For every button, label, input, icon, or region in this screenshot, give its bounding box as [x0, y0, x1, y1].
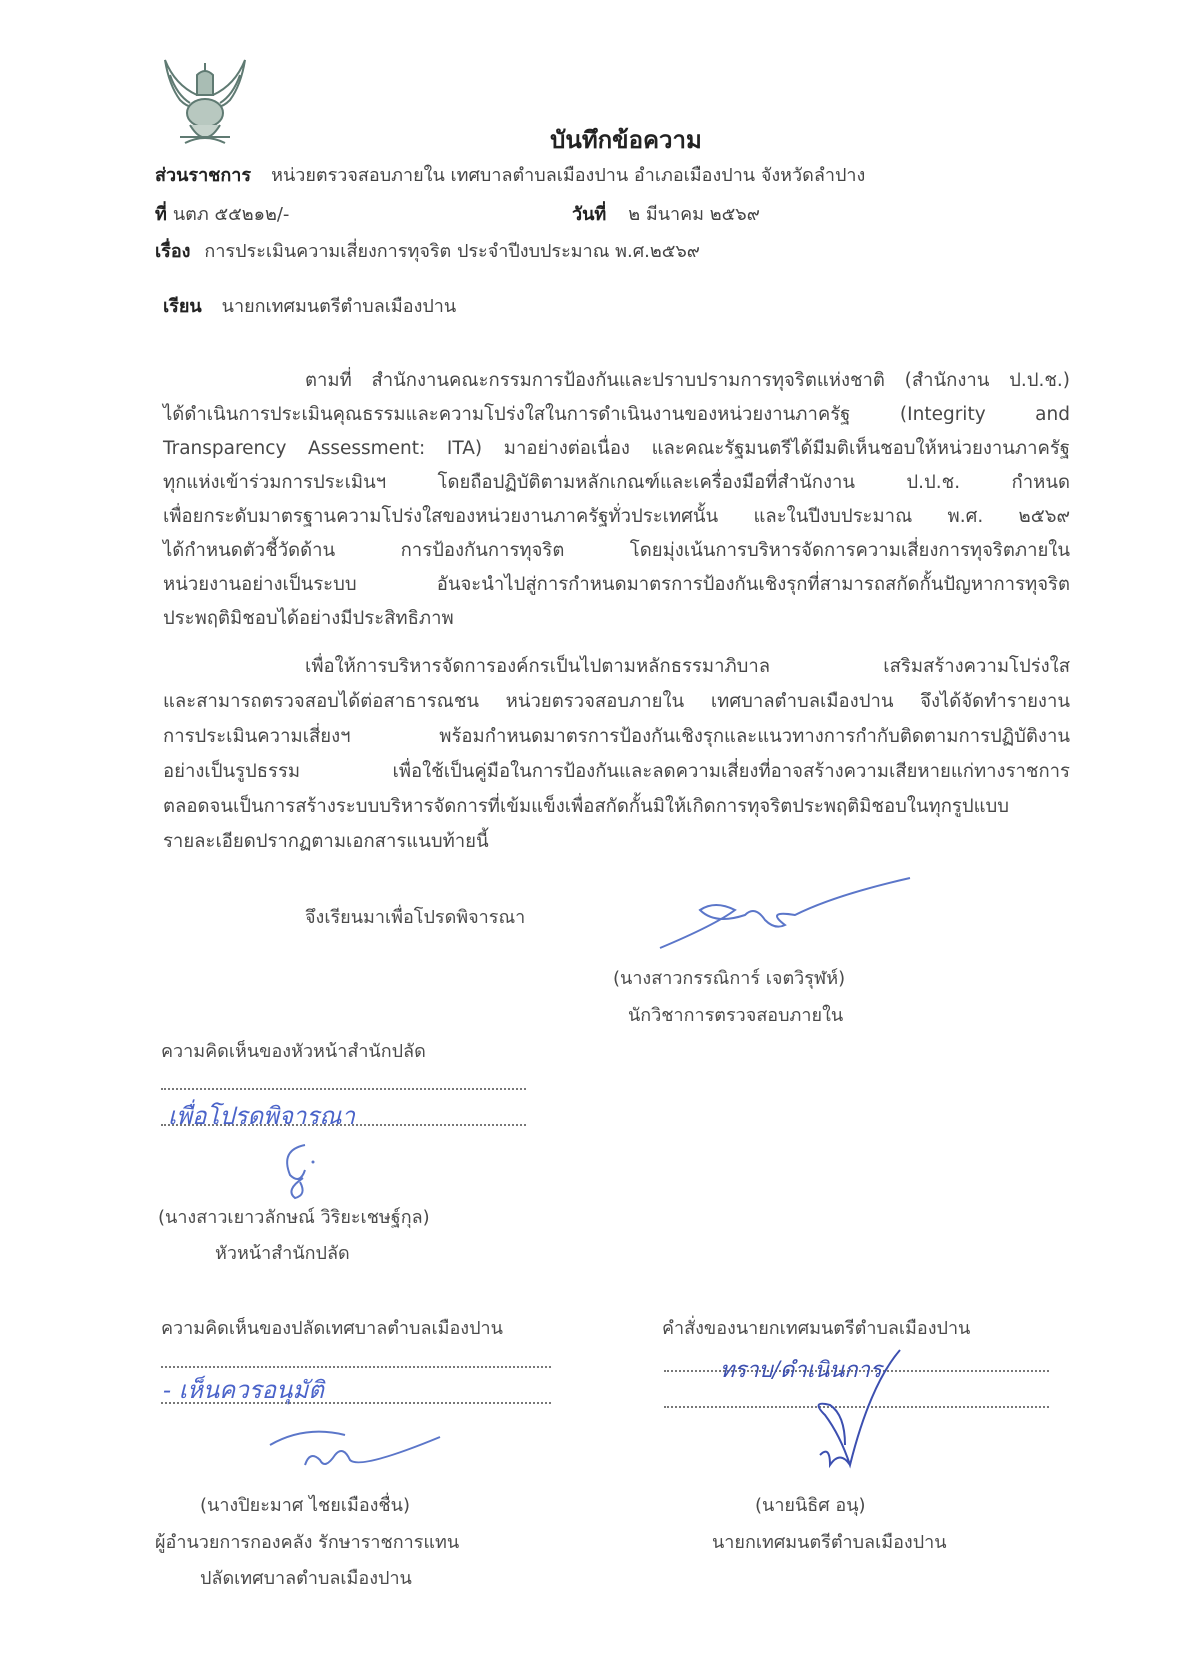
- comment-dotted-line: [161, 1088, 526, 1090]
- mayor-order-heading: คำสั่งของนายกเทศมนตรีตำบลเมืองปาน: [662, 1318, 971, 1339]
- body-line: Transparency Assessment: ITA) มาอย่างต่อเนื่อง และคณะรัฐมนตรีได้มีมติเห็นชอบให้หน่วยงานภาครัฐ: [163, 438, 1070, 459]
- ref-label: ที่: [155, 204, 167, 225]
- to-label: เรียน: [163, 296, 202, 317]
- body-line: ได้ดำเนินการประเมินคุณธรรมและความโปร่งใสในการดำเนินงานของหน่วยงานภาครัฐ (Integrity and: [163, 404, 1070, 425]
- body-line: และสามารถตรวจสอบได้ต่อสาธารณชน หน่วยตรวจสอบภายใน เทศบาลตำบลเมืองปาน จึงได้จัดทำรายงาน: [163, 691, 1070, 712]
- body-line: อย่างเป็นรูปธรรม เพื่อใช้เป็นคู่มือในการป้องกันและลดความเสี่ยงที่อาจสร้างความเสียหายแก่ทางราชการ: [163, 761, 1070, 782]
- ref-line: [155, 199, 289, 228]
- subject-value: การประเมินความเสี่ยงการทุจริต ประจำปีงบประมาณ พ.ศ.๒๕๖๙: [204, 241, 700, 262]
- signature-icon: [275, 1140, 325, 1204]
- subject-label: เรื่อง: [155, 241, 191, 262]
- mayor-name: (นายนิธิศ อนุ): [755, 1495, 866, 1516]
- head-office-position: หัวหน้าสำนักปลัด: [215, 1243, 350, 1264]
- body-line: เพื่อยกระดับมาตรฐานความโปร่งใสของหน่วยงานภาครัฐทั่วประเทศนั้น และในปีงบประมาณ พ.ศ. ๒๕๖๙: [163, 506, 1070, 527]
- body-line: เพื่อให้การบริหารจัดการองค์กรเป็นไปตามหลักธรรมาภิบาล เสริมสร้างความโปร่งใส: [305, 656, 1070, 677]
- comment-dotted-line: [161, 1402, 551, 1404]
- ref-value: นตภ ๕๕๒๑๒/-: [172, 204, 290, 225]
- head-office-name: (นางสาวเยาวลักษณ์ วิริยะเชษฐ์กุล): [158, 1207, 430, 1228]
- memo-title: บันทึกข้อความ: [550, 126, 702, 154]
- mayor-position: นายกเทศมนตรีตำบลเมืองปาน: [712, 1532, 947, 1553]
- deputy-position-line1: ผู้อำนวยการกองคลัง รักษาราชการแทน: [155, 1532, 460, 1553]
- agency-value: หน่วยตรวจสอบภายใน เทศบาลตำบลเมืองปาน อำเภอเมืองปาน จังหวัดลำปาง: [271, 165, 866, 186]
- body-line: ตามที่ สำนักงานคณะกรรมการป้องกันและปราบปรามการทุจริตแห่งชาติ (สำนักงาน ป.ป.ช.): [305, 370, 1070, 391]
- agency-label: ส่วนราชการ: [155, 165, 252, 186]
- signer-name: (นางสาวกรรณิการ์ เจตวิรุฬห์): [613, 968, 846, 989]
- closing-text: จึงเรียนมาเพื่อโปรดพิจารณา: [305, 907, 526, 928]
- deputy-handwritten-comment: - เห็นควรอนุมัติ: [163, 1376, 324, 1404]
- to-line: [163, 291, 456, 320]
- body-line: ตลอดจนเป็นการสร้างระบบบริหารจัดการที่เข้มแข็งเพื่อสกัดกั้นมิให้เกิดการทุจริตประพฤติมิชอบในทุกรูปแบบ: [163, 796, 1010, 817]
- body-line: การประเมินความเสี่ยงฯ พร้อมกำหนดมาตรการป้องกันเชิงรุกและแนวทางการกำกับติดตามการปฏิบัติงาน: [163, 726, 1070, 747]
- date-value: ๒ มีนาคม ๒๕๖๙: [628, 204, 760, 225]
- date-line: [572, 199, 760, 228]
- body-line: ประพฤติมิชอบได้อย่างมีประสิทธิภาพ: [163, 608, 454, 629]
- deputy-name: (นางปิยะมาศ ไชยเมืองชื่น): [200, 1495, 410, 1516]
- head-office-handwritten-comment: เพื่อโปรดพิจารณา: [168, 1102, 356, 1130]
- deputy-comment-heading: ความคิดเห็นของปลัดเทศบาลตำบลเมืองปาน: [161, 1318, 503, 1339]
- to-value: นายกเทศมนตรีตำบลเมืองปาน: [221, 296, 457, 317]
- body-line: รายละเอียดปรากฏตามเอกสารแนบท้ายนี้: [163, 831, 489, 852]
- body-line: ทุกแห่งเข้าร่วมการประเมินฯ โดยถือปฏิบัติตามหลักเกณฑ์และเครื่องมือที่สำนักงาน ป.ป.ช. กำหนด: [163, 472, 1070, 493]
- body-line: ได้กำหนดตัวชี้วัดด้าน การป้องกันการทุจริต โดยมุ่งเน้นการบริหารจัดการความเสี่ยงการทุจริตภายใน: [163, 540, 1070, 561]
- mayor-handwritten-order: ทราบ/ดำเนินการ: [720, 1358, 882, 1383]
- comment-dotted-line: [161, 1366, 551, 1368]
- head-office-comment-heading: ความคิดเห็นของหัวหน้าสำนักปลัด: [161, 1041, 426, 1062]
- signature-icon: [265, 1425, 445, 1479]
- subject-line: [155, 236, 700, 265]
- signer-position: นักวิชาการตรวจสอบภายใน: [628, 1005, 844, 1026]
- signature-icon: [655, 870, 915, 954]
- body-line: หน่วยงานอย่างเป็นระบบ อันจะนำไปสู่การกำหนดมาตรการป้องกันเชิงรุกที่สามารถสกัดกั้นปัญหาการทุจริต: [163, 574, 1070, 595]
- comment-dotted-line: [161, 1124, 526, 1126]
- agency-line: [155, 160, 865, 189]
- date-label: วันที่: [572, 204, 607, 225]
- deputy-position-line2: ปลัดเทศบาลตำบลเมืองปาน: [200, 1568, 412, 1589]
- signature-icon: [800, 1345, 910, 1479]
